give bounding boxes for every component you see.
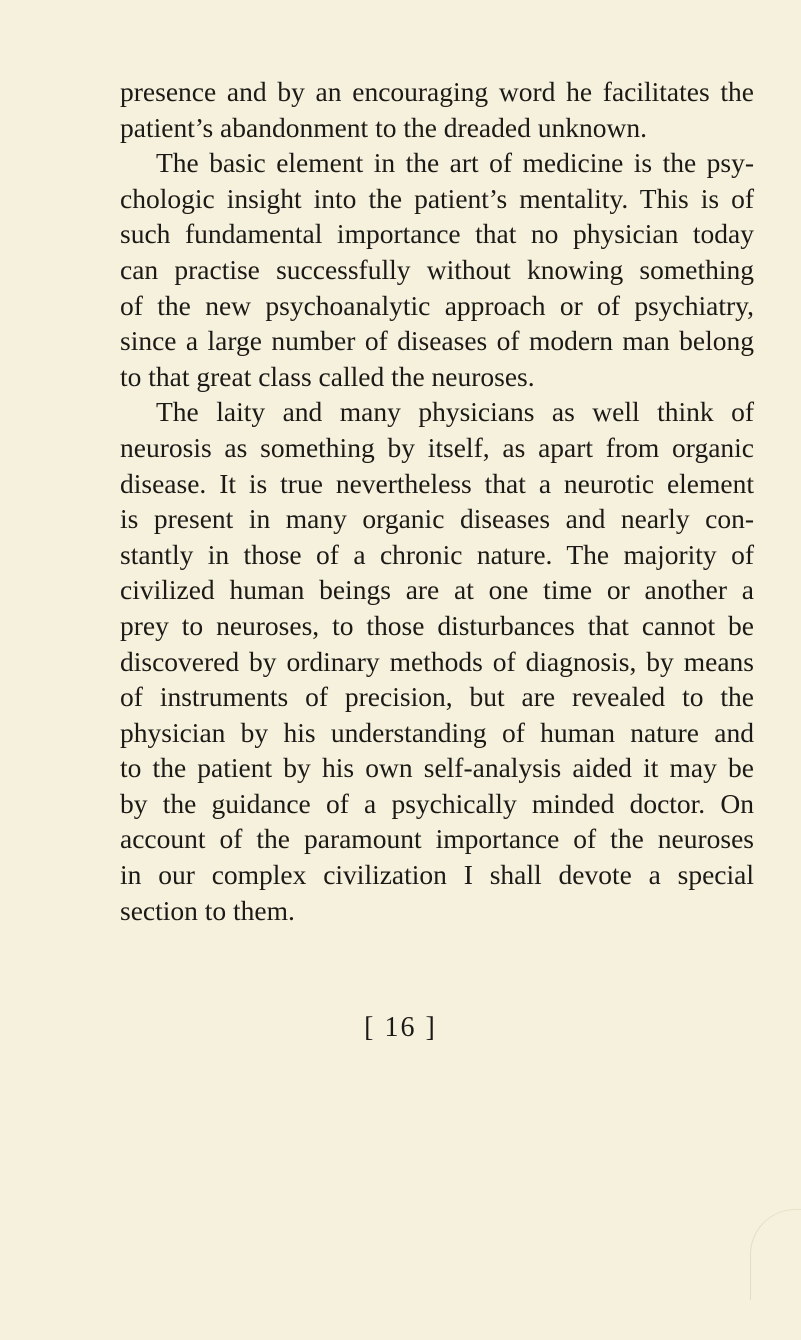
text-line: The basic element in the art of medicine is the psy-	[156, 147, 754, 179]
text-line: physician by his understanding of human nature and	[120, 716, 754, 748]
text-line: patient’s abandonment to the dreaded unknown.	[120, 111, 647, 143]
text-line: account of the paramount importance of the neuroses	[120, 823, 754, 855]
text-line: such fundamental importance that no physician today	[120, 218, 754, 250]
text-line: in our complex civilization I shall devote a special	[120, 859, 754, 891]
text-line: of the new psychoanalytic approach or of psychiatry,	[120, 289, 754, 321]
text-line: since a large number of diseases of modern man belong	[120, 325, 754, 357]
paragraph-2	[120, 145, 754, 394]
body-text	[120, 74, 754, 928]
text-line: to the patient by his own self-analysis aided it may be	[120, 752, 754, 784]
page-curl-mark	[750, 1209, 801, 1300]
text-line: of instruments of precision, but are revealed to the	[120, 681, 754, 713]
text-line: section to them.	[120, 894, 295, 926]
text-line: can practise successfully without knowing something	[120, 253, 754, 285]
text-line: chologic insight into the patient’s mentality. This is of	[120, 182, 754, 214]
text-line: The laity and many physicians as well think of	[156, 396, 754, 428]
text-line: presence and by an encouraging word he facilitates the	[120, 76, 754, 107]
text-line: is present in many organic diseases and nearly con-	[120, 503, 754, 535]
text-line: discovered by ordinary methods of diagnosis, by means	[120, 645, 754, 677]
text-line: civilized human beings are at one time or another a	[120, 574, 754, 606]
text-line: prey to neuroses, to those disturbances that cannot be	[120, 609, 754, 641]
text-line: neurosis as something by itself, as apart from organic	[120, 431, 754, 463]
paragraph-3	[120, 394, 754, 928]
text-line: by the guidance of a psychically minded doctor. On	[120, 787, 754, 819]
paragraph-1	[120, 74, 754, 145]
text-line: stantly in those of a chronic nature. The majority of	[120, 538, 754, 570]
text-line: to that great class called the neuroses.	[120, 360, 535, 392]
text-line: disease. It is true nevertheless that a neurotic element	[120, 467, 754, 499]
page-number: [ 16 ]	[364, 1012, 437, 1043]
